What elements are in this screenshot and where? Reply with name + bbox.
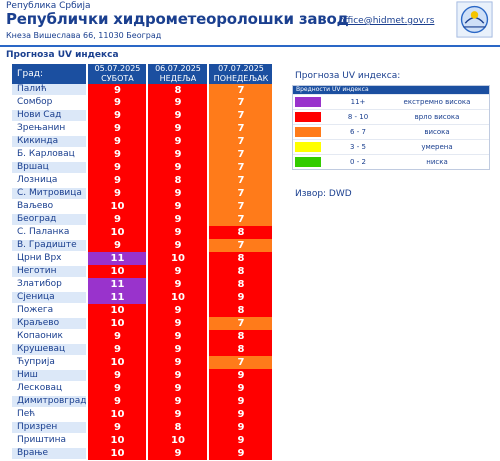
table-row bbox=[12, 330, 273, 343]
header bbox=[0, 0, 500, 44]
legend-range: 11+ bbox=[350, 98, 366, 106]
uv-value-cell: 7 bbox=[208, 174, 273, 187]
city-name: Ваљево bbox=[12, 200, 87, 213]
city-name: С. Митровица bbox=[12, 187, 87, 200]
city-name: Лозница bbox=[12, 174, 87, 187]
city-name: Димитровград bbox=[12, 395, 87, 408]
table-row bbox=[12, 252, 273, 265]
uv-value-cell: 9 bbox=[87, 122, 147, 135]
city-name: Сјеница bbox=[12, 291, 87, 304]
uv-value-cell: 9 bbox=[208, 421, 273, 434]
city-name: С. Паланка bbox=[12, 226, 87, 239]
uv-value-cell: 10 bbox=[87, 226, 147, 239]
city-column-header: Град: bbox=[12, 64, 87, 84]
uv-value-cell: 9 bbox=[87, 84, 147, 96]
city-name: Пожега bbox=[12, 304, 87, 317]
uv-value-cell: 8 bbox=[208, 226, 273, 239]
legend-range: 3 - 5 bbox=[350, 143, 366, 151]
header-separator bbox=[0, 45, 500, 47]
uv-value-cell: 9 bbox=[87, 148, 147, 161]
uv-value-cell: 9 bbox=[147, 382, 208, 395]
day-1-date: 05.07.2025 bbox=[87, 64, 147, 74]
header-address: Кнеза Вишеслава 66, 11030 Београд bbox=[6, 31, 162, 40]
uv-value-cell: 10 bbox=[147, 291, 208, 304]
uv-value-cell: 10 bbox=[147, 434, 208, 447]
uv-value-cell: 9 bbox=[147, 122, 208, 135]
uv-value-cell: 9 bbox=[147, 96, 208, 109]
city-name: Вршац bbox=[12, 161, 87, 174]
uv-value-cell: 10 bbox=[87, 317, 147, 330]
uv-value-cell: 8 bbox=[208, 278, 273, 291]
uv-value-cell: 9 bbox=[147, 135, 208, 148]
city-name: Нови Сад bbox=[12, 109, 87, 122]
table-row bbox=[12, 317, 273, 330]
day-2-name: НЕДЕЉА bbox=[147, 74, 208, 84]
uv-value-cell: 9 bbox=[147, 408, 208, 421]
uv-value-cell: 8 bbox=[147, 421, 208, 434]
uv-value-cell: 10 bbox=[87, 408, 147, 421]
uv-value-cell: 9 bbox=[147, 200, 208, 213]
uv-value-cell: 7 bbox=[208, 317, 273, 330]
header-title: Републички хидрометеоролошки завод bbox=[6, 10, 349, 28]
table-row bbox=[12, 265, 273, 278]
uv-value-cell: 9 bbox=[208, 447, 273, 460]
table-row bbox=[12, 447, 273, 460]
uv-value-cell: 10 bbox=[87, 200, 147, 213]
uv-value-cell: 9 bbox=[208, 434, 273, 447]
uv-value-cell: 9 bbox=[147, 148, 208, 161]
day-2-date: 06.07.2025 bbox=[147, 64, 208, 74]
uv-value-cell: 9 bbox=[147, 239, 208, 252]
city-name: Врање bbox=[12, 447, 87, 460]
uv-value-cell: 8 bbox=[208, 265, 273, 278]
table-row bbox=[12, 200, 273, 213]
legend-label: умерена bbox=[421, 143, 453, 151]
uv-value-cell: 9 bbox=[87, 382, 147, 395]
table-row bbox=[12, 96, 273, 109]
uv-value-cell: 9 bbox=[147, 161, 208, 174]
legend-color-swatch bbox=[295, 97, 321, 107]
uv-value-cell: 9 bbox=[147, 369, 208, 382]
day-1-name: СУБОТА bbox=[87, 74, 147, 84]
uv-value-cell: 10 bbox=[87, 447, 147, 460]
uv-value-cell: 9 bbox=[208, 395, 273, 408]
table-row bbox=[12, 148, 273, 161]
legend-title: Прогноза UV индекса: bbox=[295, 71, 401, 81]
rhmz-logo-icon bbox=[456, 1, 493, 38]
uv-value-cell: 7 bbox=[208, 200, 273, 213]
uv-value-cell: 9 bbox=[147, 317, 208, 330]
legend-header: Вредности UV индекса bbox=[293, 86, 489, 94]
uv-value-cell: 9 bbox=[147, 187, 208, 200]
uv-value-cell: 7 bbox=[208, 213, 273, 226]
table-row bbox=[12, 278, 273, 291]
uv-value-cell: 9 bbox=[147, 278, 208, 291]
uv-value-cell: 9 bbox=[87, 330, 147, 343]
uv-value-cell: 9 bbox=[87, 161, 147, 174]
uv-value-cell: 8 bbox=[147, 174, 208, 187]
uv-value-cell: 9 bbox=[147, 226, 208, 239]
city-name: Краљево bbox=[12, 317, 87, 330]
uv-value-cell: 7 bbox=[208, 148, 273, 161]
city-name: Црни Врх bbox=[12, 252, 87, 265]
table-row bbox=[12, 369, 273, 382]
city-name: Приштина bbox=[12, 434, 87, 447]
day-3-date: 07.07.2025 bbox=[208, 64, 273, 74]
table-row bbox=[12, 343, 273, 356]
table-header-dates bbox=[12, 64, 273, 74]
city-name: Б. Карловац bbox=[12, 148, 87, 161]
uv-forecast-table bbox=[12, 64, 274, 461]
uv-value-cell: 7 bbox=[208, 109, 273, 122]
table-row bbox=[12, 304, 273, 317]
legend-label: висока bbox=[424, 128, 450, 136]
legend-item bbox=[293, 124, 489, 139]
legend-item bbox=[293, 154, 489, 169]
uv-value-cell: 11 bbox=[87, 278, 147, 291]
uv-value-cell: 8 bbox=[147, 84, 208, 96]
uv-value-cell: 7 bbox=[208, 96, 273, 109]
uv-value-cell: 8 bbox=[208, 304, 273, 317]
email-link[interactable]: office@hidmet.gov.rs bbox=[339, 16, 435, 26]
city-name: Палић bbox=[12, 84, 87, 96]
table-row bbox=[12, 187, 273, 200]
uv-value-cell: 8 bbox=[208, 330, 273, 343]
uv-value-cell: 9 bbox=[87, 135, 147, 148]
uv-value-cell: 7 bbox=[208, 239, 273, 252]
uv-value-cell: 7 bbox=[208, 356, 273, 369]
legend-rows bbox=[293, 94, 489, 169]
table-row bbox=[12, 109, 273, 122]
table-row bbox=[12, 434, 273, 447]
uv-value-cell: 9 bbox=[87, 187, 147, 200]
table-row bbox=[12, 291, 273, 304]
uv-value-cell: 9 bbox=[87, 213, 147, 226]
uv-value-cell: 9 bbox=[147, 447, 208, 460]
uv-value-cell: 9 bbox=[87, 174, 147, 187]
uv-value-cell: 7 bbox=[208, 84, 273, 96]
legend-range: 8 - 10 bbox=[347, 113, 369, 121]
uv-value-cell: 7 bbox=[208, 187, 273, 200]
day-3-name: ПОНЕДЕЉАК bbox=[208, 74, 273, 84]
city-name: Копаоник bbox=[12, 330, 87, 343]
legend-item bbox=[293, 109, 489, 124]
table-row bbox=[12, 84, 273, 96]
uv-value-cell: 11 bbox=[87, 291, 147, 304]
uv-value-cell: 7 bbox=[208, 161, 273, 174]
city-name: Сомбор bbox=[12, 96, 87, 109]
uv-value-cell: 10 bbox=[147, 252, 208, 265]
city-name: В. Градиште bbox=[12, 239, 87, 252]
uv-value-cell: 10 bbox=[87, 265, 147, 278]
uv-value-cell: 9 bbox=[87, 395, 147, 408]
legend-color-swatch bbox=[295, 157, 321, 167]
table-row bbox=[12, 356, 273, 369]
header-subtitle: Република Србија bbox=[6, 1, 91, 11]
legend-range: 0 - 2 bbox=[350, 158, 366, 166]
uv-value-cell: 9 bbox=[147, 265, 208, 278]
city-name: Крушевац bbox=[12, 343, 87, 356]
uv-value-cell: 9 bbox=[147, 213, 208, 226]
uv-value-cell: 9 bbox=[87, 109, 147, 122]
legend-item bbox=[293, 94, 489, 109]
legend-label: ниска bbox=[426, 158, 448, 166]
table-row bbox=[12, 174, 273, 187]
uv-value-cell: 11 bbox=[87, 252, 147, 265]
uv-value-cell: 9 bbox=[87, 421, 147, 434]
legend-label: врло висока bbox=[414, 113, 460, 121]
city-name: Кикинда bbox=[12, 135, 87, 148]
uv-value-cell: 7 bbox=[208, 135, 273, 148]
uv-value-cell: 9 bbox=[208, 382, 273, 395]
table-row bbox=[12, 226, 273, 239]
city-name: Зрењанин bbox=[12, 122, 87, 135]
uv-value-cell: 9 bbox=[87, 96, 147, 109]
legend-label: екстремно висока bbox=[403, 98, 471, 106]
uv-value-cell: 7 bbox=[208, 122, 273, 135]
table-row bbox=[12, 213, 273, 226]
city-name: Ћуприја bbox=[12, 356, 87, 369]
uv-value-cell: 9 bbox=[147, 343, 208, 356]
uv-value-cell: 9 bbox=[87, 343, 147, 356]
uv-value-cell: 9 bbox=[208, 408, 273, 421]
uv-value-cell: 9 bbox=[147, 330, 208, 343]
uv-legend bbox=[292, 85, 490, 170]
table-row bbox=[12, 382, 273, 395]
table-row bbox=[12, 408, 273, 421]
legend-range: 6 - 7 bbox=[350, 128, 366, 136]
table-row bbox=[12, 135, 273, 148]
uv-value-cell: 10 bbox=[87, 356, 147, 369]
uv-value-cell: 9 bbox=[208, 291, 273, 304]
uv-value-cell: 9 bbox=[87, 369, 147, 382]
uv-value-cell: 9 bbox=[87, 239, 147, 252]
table-row bbox=[12, 161, 273, 174]
legend-color-swatch bbox=[295, 112, 321, 122]
table-row bbox=[12, 395, 273, 408]
city-name: Неготин bbox=[12, 265, 87, 278]
city-name: Лесковац bbox=[12, 382, 87, 395]
section-title: Прогноза UV индекса bbox=[6, 50, 119, 60]
uv-value-cell: 9 bbox=[147, 395, 208, 408]
legend-item bbox=[293, 139, 489, 154]
legend-color-swatch bbox=[295, 127, 321, 137]
city-name: Призрен bbox=[12, 421, 87, 434]
city-name: Београд bbox=[12, 213, 87, 226]
uv-value-cell: 10 bbox=[87, 434, 147, 447]
uv-value-cell: 10 bbox=[87, 304, 147, 317]
uv-value-cell: 9 bbox=[147, 304, 208, 317]
table-row bbox=[12, 122, 273, 135]
uv-value-cell: 9 bbox=[147, 109, 208, 122]
city-name: Златибор bbox=[12, 278, 87, 291]
table-row bbox=[12, 421, 273, 434]
source-label: Извор: DWD bbox=[295, 189, 352, 199]
uv-value-cell: 8 bbox=[208, 252, 273, 265]
city-name: Пећ bbox=[12, 408, 87, 421]
city-name: Ниш bbox=[12, 369, 87, 382]
legend-color-swatch bbox=[295, 142, 321, 152]
uv-value-cell: 9 bbox=[208, 369, 273, 382]
table-row bbox=[12, 239, 273, 252]
uv-value-cell: 9 bbox=[147, 356, 208, 369]
uv-table-body bbox=[12, 84, 273, 460]
uv-value-cell: 8 bbox=[208, 343, 273, 356]
